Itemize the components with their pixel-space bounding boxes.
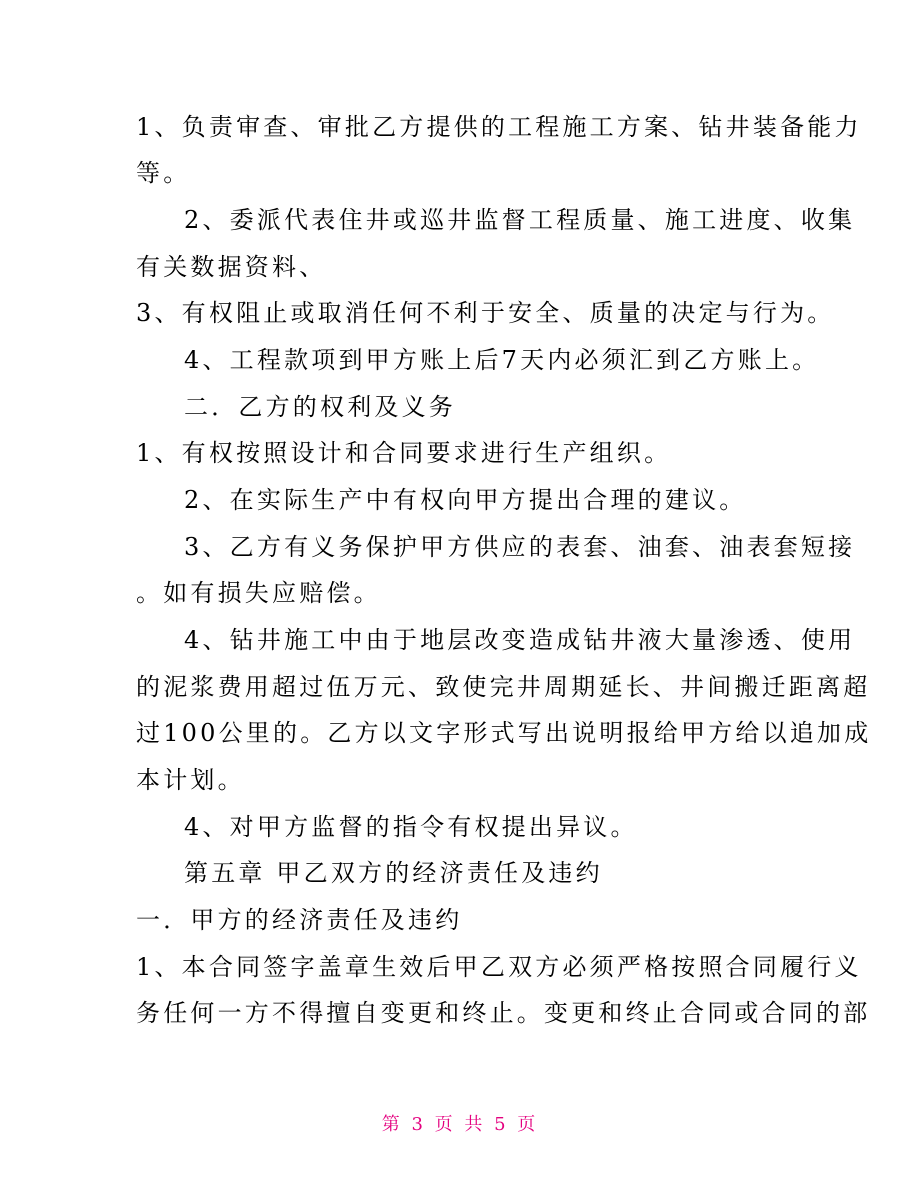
text-line-11: 。如有损失应赔偿。 <box>136 579 381 607</box>
text-line-15: 本计划。 <box>136 766 245 794</box>
text-line-14: 过100公里的。乙方以文字形式写出说明报给甲方给以追加成 <box>136 719 872 747</box>
text-line-1: 1、负责审查、审批乙方提供的工程施工方案、钻井装备能力 <box>136 113 862 141</box>
page-footer: 第 3 页 共 5 页 <box>381 1114 539 1135</box>
text-line-8: 1、有权按照设计和合同要求进行生产组织。 <box>136 439 672 467</box>
section-heading-party-b: 二．乙方的权利及义务 <box>184 393 456 421</box>
text-line-19: 1、本合同签字盖章生效后甲乙双方必须严格按照合同履行义 <box>136 953 862 981</box>
text-line-12: 4、钻井施工中由于地层改变造成钻井液大量渗透、使用 <box>184 626 856 654</box>
text-line-16: 4、对甲方监督的指令有权提出异议。 <box>184 813 638 841</box>
text-line-3: 2、委派代表住井或巡井监督工程质量、施工进度、收集 <box>184 206 856 234</box>
text-line-10: 3、乙方有义务保护甲方供应的表套、油套、油表套短接 <box>184 533 856 561</box>
text-line-20: 务任何一方不得擅自变更和终止。变更和终止合同或合同的部 <box>136 999 871 1027</box>
text-line-9: 2、在实际生产中有权向甲方提出合理的建议。 <box>184 486 747 514</box>
text-line-5: 3、有权阻止或取消任何不利于安全、质量的决定与行为。 <box>136 299 835 327</box>
text-line-2: 等。 <box>136 159 191 187</box>
chapter-heading: 第五章 甲乙双方的经济责任及违约 <box>184 859 603 887</box>
text-line-4: 有关数据资料、 <box>136 253 327 281</box>
text-line-13: 的泥浆费用超过伍万元、致使完井周期延长、井间搬迁距离超 <box>136 673 871 701</box>
section-heading-party-a: 一．甲方的经济责任及违约 <box>136 906 463 934</box>
text-line-6: 4、工程款项到甲方账上后7天内必须汇到乙方账上。 <box>184 346 820 374</box>
